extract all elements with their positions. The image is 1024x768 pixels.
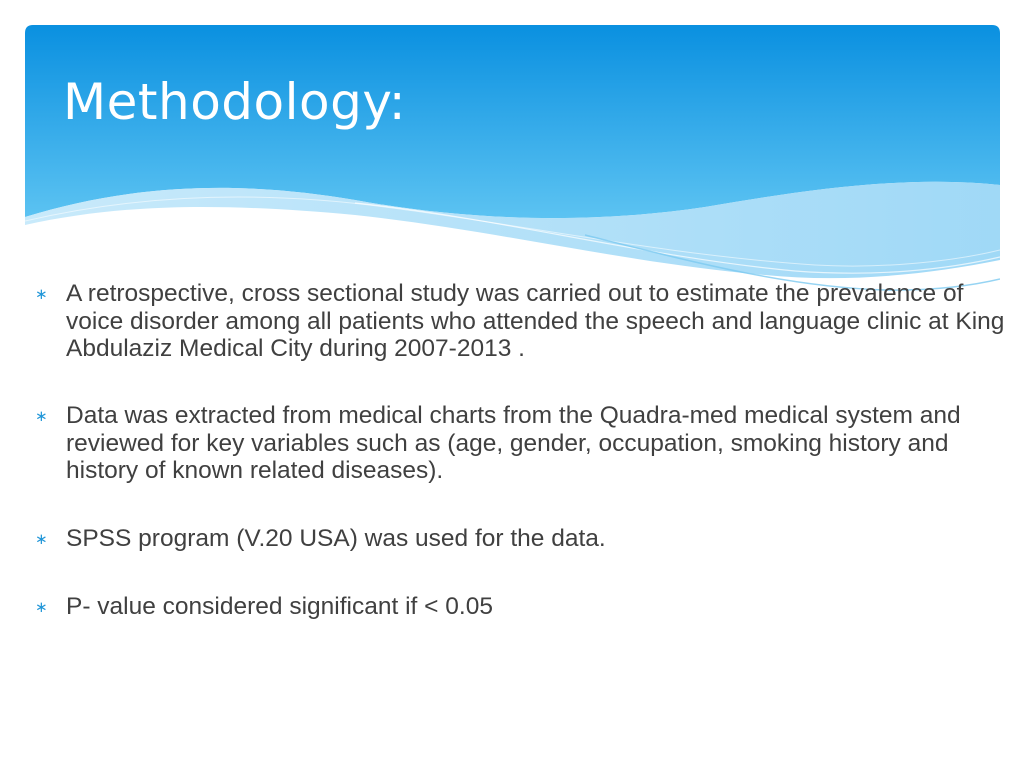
asterisk-bullet-icon: ∗	[35, 407, 48, 425]
asterisk-bullet-icon: ∗	[35, 530, 48, 548]
asterisk-bullet-icon: ∗	[35, 285, 48, 303]
bullet-text: A retrospective, cross sectional study was carried out to estimate the prevalence of voice disorder among all patients who attended the speech and language clinic at King Abdulaziz Medical City during 2007-2013 .	[66, 280, 1005, 362]
asterisk-bullet-icon: ∗	[35, 598, 48, 616]
header-wave-background	[25, 25, 1000, 295]
bullet-text: SPSS program (V.20 USA) was used for the data.	[66, 525, 606, 552]
slide-title: Methodology:	[63, 73, 407, 131]
bullet-text: Data was extracted from medical charts from the Quadra-med medical system and reviewed for key variables such as (age, gender, occupation, smoking history and history of known related diseases).	[66, 402, 961, 484]
bullet-text: P- value considered significant if < 0.05	[66, 593, 493, 620]
